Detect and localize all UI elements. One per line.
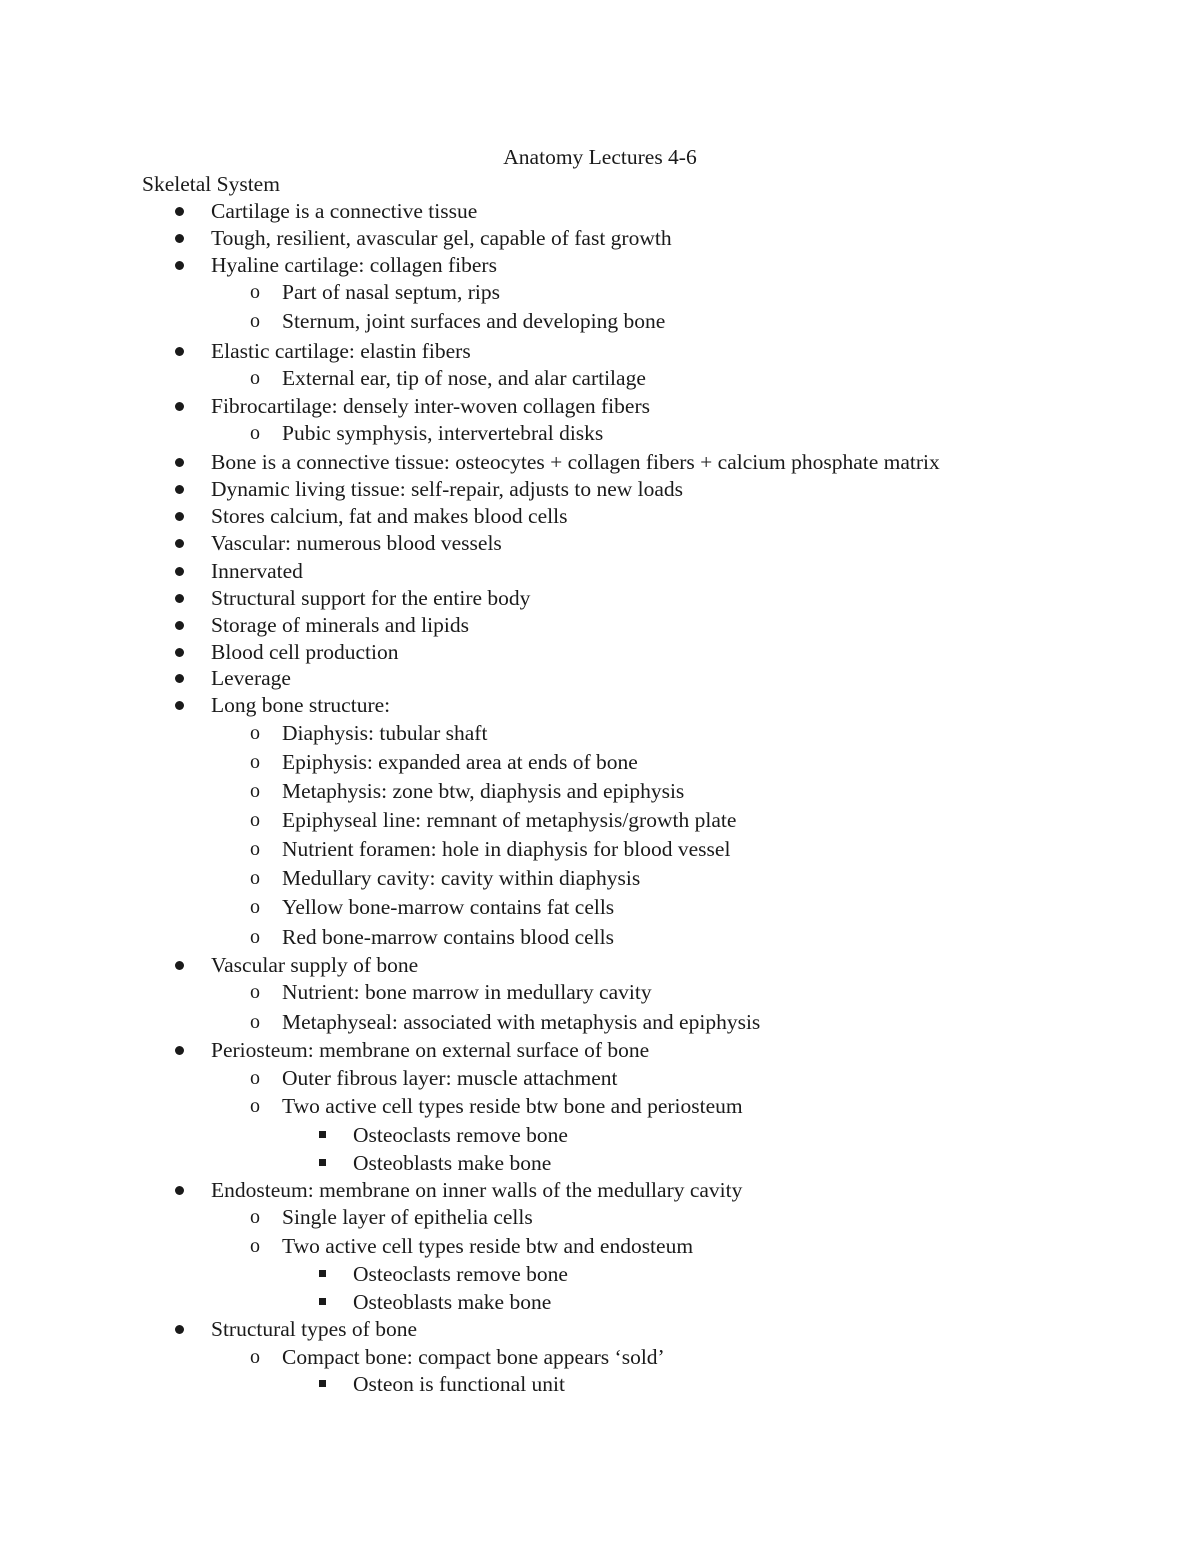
- list-item-text: Medullary cavity: cavity within diaphysis: [282, 866, 641, 890]
- list-item: [250, 364, 646, 392]
- list-item: [211, 611, 469, 639]
- list-item-text: Two active cell types reside btw bone and periosteum: [282, 1094, 743, 1118]
- list-item: [211, 1036, 649, 1064]
- bullet-icon: [175, 557, 185, 585]
- bullet-icon: [175, 529, 185, 557]
- sub-bullet-marker: o: [250, 780, 260, 802]
- list-item: [353, 1149, 551, 1177]
- list-item-text: Dynamic living tissue: self-repair, adjusts to new loads: [211, 477, 684, 501]
- sub-bullet-marker: o: [250, 1235, 260, 1257]
- list-item-text: Metaphysis: zone btw, diaphysis and epiphysis: [282, 779, 685, 803]
- list-item-text: Innervated: [211, 559, 303, 583]
- sub-bullet-marker: o: [250, 896, 260, 918]
- bullet-icon: [175, 1176, 185, 1204]
- bullet-icon: [175, 475, 185, 503]
- list-item: [211, 392, 650, 420]
- sub-bullet-marker: o: [250, 367, 260, 389]
- list-item-text: Vascular: numerous blood vessels: [211, 531, 502, 555]
- list-item: [250, 1092, 743, 1120]
- square-bullet-icon: [319, 1288, 328, 1316]
- sub-bullet-marker: o: [250, 722, 260, 744]
- sub-bullet-marker: o: [250, 838, 260, 860]
- bullet-icon: [175, 1315, 185, 1343]
- sub-bullet-marker: o: [250, 926, 260, 948]
- document-title: Anatomy Lectures 4-6: [503, 145, 697, 169]
- list-item: [250, 978, 652, 1006]
- list-item-text: Nutrient foramen: hole in diaphysis for blood vessel: [282, 837, 731, 861]
- list-item: [250, 1232, 694, 1260]
- list-item: [211, 691, 390, 719]
- list-item-text: Hyaline cartilage: collagen fibers: [211, 253, 497, 277]
- list-item: [211, 557, 303, 585]
- bullet-icon: [175, 691, 185, 719]
- bullet-icon: [175, 638, 185, 666]
- list-item: [211, 664, 291, 692]
- list-item: [353, 1370, 565, 1398]
- bullet-icon: [175, 448, 185, 476]
- list-item: [250, 864, 641, 892]
- list-item: [250, 1203, 533, 1231]
- list-item-text: Endosteum: membrane on inner walls of the medullary cavity: [211, 1178, 743, 1202]
- bullet-icon: [175, 664, 185, 692]
- sub-bullet-marker: o: [250, 310, 260, 332]
- list-item-text: Leverage: [211, 666, 291, 690]
- list-item: [250, 835, 731, 863]
- list-item-text: Cartilage is a connective tissue: [211, 199, 478, 223]
- sub-bullet-marker: o: [250, 751, 260, 773]
- list-item: [250, 419, 604, 447]
- sub-bullet-marker: o: [250, 1346, 260, 1368]
- list-item: [353, 1260, 568, 1288]
- sub-bullet-marker: o: [250, 281, 260, 303]
- bullet-icon: [175, 251, 185, 279]
- list-item-text: Structural support for the entire body: [211, 586, 531, 610]
- list-item-text: Long bone structure:: [211, 693, 391, 717]
- list-item-text: Structural types of bone: [211, 1317, 417, 1341]
- list-item: [250, 719, 488, 747]
- sub-bullet-marker: o: [250, 1206, 260, 1228]
- bullet-icon: [175, 224, 185, 252]
- list-item: [211, 951, 418, 979]
- list-item-text: Diaphysis: tubular shaft: [282, 721, 488, 745]
- list-item-text: Nutrient: bone marrow in medullary cavity: [282, 980, 652, 1004]
- list-item: [250, 923, 614, 951]
- list-item: [353, 1288, 551, 1316]
- list-item-text: Elastic cartilage: elastin fibers: [211, 339, 471, 363]
- list-item-text: Storage of minerals and lipids: [211, 613, 469, 637]
- list-item: [211, 448, 940, 476]
- list-item-text: Part of nasal septum, rips: [282, 280, 500, 304]
- list-item-text: Yellow bone-marrow contains fat cells: [282, 895, 615, 919]
- list-item: [353, 1121, 568, 1149]
- list-item-text: Single layer of epithelia cells: [282, 1205, 533, 1229]
- list-item-text: Sternum, joint surfaces and developing bone: [282, 309, 666, 333]
- square-bullet-icon: [319, 1370, 328, 1398]
- list-item-text: Red bone-marrow contains blood cells: [282, 925, 614, 949]
- bullet-icon: [175, 197, 185, 225]
- list-item: [250, 748, 638, 776]
- list-item: [250, 1008, 761, 1036]
- bullet-icon: [175, 584, 185, 612]
- list-item-text: Epiphysis: expanded area at ends of bone: [282, 750, 638, 774]
- list-item: [211, 475, 683, 503]
- sub-bullet-marker: o: [250, 1095, 260, 1117]
- list-item-text: Blood cell production: [211, 640, 399, 664]
- list-item-text: Compact bone: compact bone appears ‘sold’: [282, 1345, 665, 1369]
- list-item: [211, 337, 471, 365]
- list-item: [250, 307, 666, 335]
- list-item: [250, 1343, 665, 1371]
- list-item-text: Outer fibrous layer: muscle attachment: [282, 1066, 618, 1090]
- list-item: [211, 584, 530, 612]
- bullet-icon: [175, 611, 185, 639]
- sub-bullet-marker: o: [250, 422, 260, 444]
- list-item: [211, 1315, 417, 1343]
- list-item: [250, 893, 615, 921]
- list-item: [211, 502, 567, 530]
- list-item: [211, 197, 477, 225]
- list-item-text: Pubic symphysis, intervertebral disks: [282, 421, 604, 445]
- list-item-text: Epiphyseal line: remnant of metaphysis/growth plate: [282, 808, 737, 832]
- bullet-icon: [175, 392, 185, 420]
- list-item-text: Osteoblasts make bone: [353, 1290, 552, 1314]
- sub-bullet-marker: o: [250, 867, 260, 889]
- list-item-text: External ear, tip of nose, and alar cartilage: [282, 366, 646, 390]
- bullet-icon: [175, 951, 185, 979]
- sub-bullet-marker: o: [250, 1011, 260, 1033]
- list-item: [250, 777, 685, 805]
- list-item: [211, 638, 399, 666]
- sub-bullet-marker: o: [250, 981, 260, 1003]
- list-item-text: Periosteum: membrane on external surface of bone: [211, 1038, 650, 1062]
- list-item-text: Stores calcium, fat and makes blood cells: [211, 504, 568, 528]
- list-item-text: Fibrocartilage: densely inter-woven collagen fibers: [211, 394, 650, 418]
- square-bullet-icon: [319, 1260, 328, 1288]
- list-item-text: Osteoblasts make bone: [353, 1151, 552, 1175]
- sub-bullet-marker: o: [250, 809, 260, 831]
- sub-bullet-marker: o: [250, 1067, 260, 1089]
- bullet-icon: [175, 502, 185, 530]
- list-item: [211, 251, 497, 279]
- list-item: [211, 224, 672, 252]
- list-item: [250, 1064, 618, 1092]
- list-item-text: Tough, resilient, avascular gel, capable of fast growth: [211, 226, 672, 250]
- list-item: [250, 278, 500, 306]
- list-item-text: Osteoclasts remove bone: [353, 1123, 568, 1147]
- list-item: [211, 529, 502, 557]
- bullet-icon: [175, 337, 185, 365]
- square-bullet-icon: [319, 1121, 328, 1149]
- square-bullet-icon: [319, 1149, 328, 1177]
- list-item-text: Osteoclasts remove bone: [353, 1262, 568, 1286]
- list-item-text: Two active cell types reside btw and endosteum: [282, 1234, 694, 1258]
- section-heading: Skeletal System: [142, 172, 280, 196]
- list-item-text: Osteon is functional unit: [353, 1372, 565, 1396]
- list-item-text: Vascular supply of bone: [211, 953, 419, 977]
- list-item-text: Bone is a connective tissue: osteocytes + collagen fibers + calcium phosphate matrix: [211, 450, 940, 474]
- bullet-icon: [175, 1036, 185, 1064]
- list-item-text: Metaphyseal: associated with metaphysis and epiphysis: [282, 1010, 761, 1034]
- list-item: [250, 806, 737, 834]
- list-item: [211, 1176, 742, 1204]
